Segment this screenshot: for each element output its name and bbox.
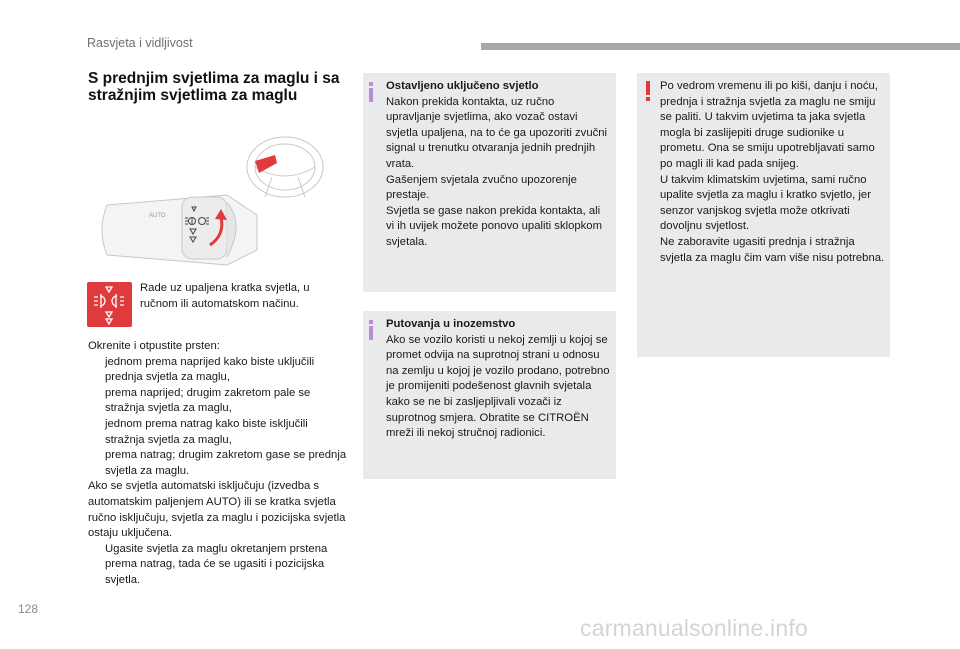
info-panel-lights-left-on bbox=[363, 73, 616, 292]
info-panel-travel-abroad bbox=[363, 311, 616, 479]
info-icon bbox=[369, 82, 373, 102]
auto-label: AUTO bbox=[149, 213, 166, 219]
instructions bbox=[88, 339, 348, 589]
section-title: Rasvjeta i vidljivost bbox=[87, 36, 193, 50]
stalk-drawing bbox=[87, 125, 342, 267]
intro-text: Okrenite i otpustite prsten: bbox=[88, 340, 220, 352]
fog-light-symbol-icon bbox=[87, 282, 132, 327]
panel-paragraph: Ako se vozilo koristi u nekoj zemlji u kojoj se promet odvija na suprotnoj strani u odnosu na zemlju u kojoj je vozilo prodano, potrebno je promijeniti podešenost glavnih svjetala kako se ne bi zasljepljivali vozači iz suprotnog smjera. Obratite se CITROËN mreži ili nekoj stručnoj radionici. bbox=[386, 333, 610, 440]
watermark: carmanualsonline.info bbox=[580, 615, 808, 641]
panel-paragraph: Nakon prekida kontakta, uz ručno upravljanje svjetlima, ako vozač ostavi svjetla upaljena, na to će ga upozoriti zvučni signal u trenutku otvaranja jednih prednjih vrata. bbox=[386, 95, 608, 170]
fog-lamp-icon bbox=[87, 282, 132, 327]
icon-caption: Rade uz upaljena kratka svjetla, u ručnom ili automatskom načinu. bbox=[140, 282, 310, 310]
list-item: jednom prema natrag kako biste isključili stražnja svjetla za maglu, bbox=[105, 417, 308, 446]
fog-light-stalk-illustration bbox=[87, 125, 342, 267]
panel-paragraph: Svjetla se gase nakon prekida kontakta, ali vi ih uvijek možete ponovo upaliti sklopkom svjetala. bbox=[386, 204, 603, 248]
warning-panel-fog-light-usage bbox=[637, 73, 890, 357]
list-item: Ugasite svjetla za maglu okretanjem prstena prema natrag, tada će se ugasiti i pozicijska svjetla. bbox=[105, 542, 328, 586]
warning-icon bbox=[646, 81, 651, 103]
panel-paragraph: Po vedrom vremenu ili po kiši, danju i noću, prednja i stražnja svjetla za maglu ne smiju se paliti. U takvim uvjetima ta jaka svjetla mogla bi zaslijepiti druge sudionike u prometu. Ona se smiju upotrebljavati samo po magli ili kad pada snijeg. bbox=[660, 80, 878, 170]
header-bar bbox=[481, 43, 960, 50]
auto-note: Ako se svjetla automatski isključuju (izvedba s automatskim paljenjem AUTO) ili se kratka svjetla ručno isključuju, svjetla za maglu i pozicijska svjetla ostaju uključena. bbox=[88, 480, 346, 540]
panel-title: Ostavljeno uključeno svjetlo bbox=[386, 80, 539, 92]
list-item: prema naprijed; drugim zakretom pale se stražnja svjetla za maglu, bbox=[105, 386, 311, 415]
panel-paragraph: Ne zaboravite ugasiti prednja i stražnja svjetla za maglu čim vam više nisu potrebna. bbox=[660, 235, 885, 264]
panel-paragraph: Gašenjem svjetala zvučno upozorenje prestaje. bbox=[386, 173, 577, 202]
page-number: 128 bbox=[18, 602, 39, 616]
info-icon bbox=[369, 320, 373, 340]
panel-paragraph: U takvim klimatskim uvjetima, sami ručno upalite svjetla za maglu i kratko svjetlo, jer senzor vanjskog svjetla može otkrivati dovoljnu svjetlost. bbox=[660, 173, 871, 233]
page-title: S prednjim svjetlima za maglu i sa stražnjim svjetlima za maglu bbox=[88, 70, 340, 104]
list-item: prema natrag; drugim zakretom gase se prednja svjetla za maglu. bbox=[105, 449, 347, 477]
list-item: jednom prema naprijed kako biste uključili prednja svjetla za maglu, bbox=[105, 355, 315, 384]
panel-title: Putovanja u inozemstvo bbox=[386, 318, 516, 330]
